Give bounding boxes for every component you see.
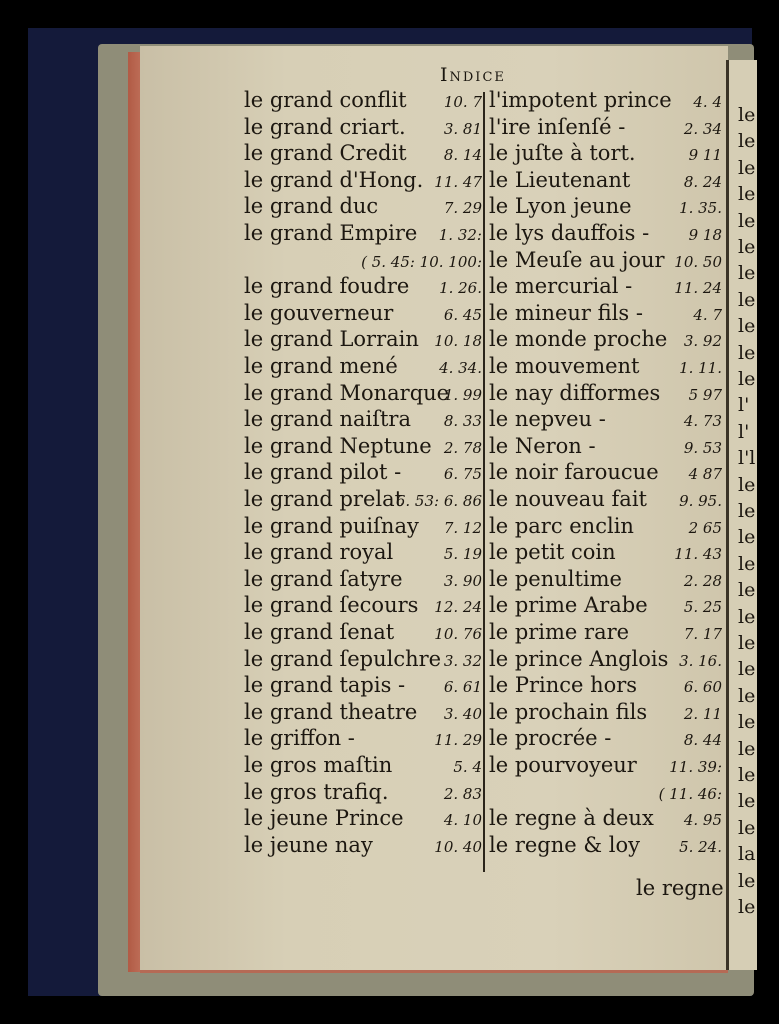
facing-page-fragment: le [738,684,756,707]
index-term: le grand foudre [244,274,410,299]
facing-page-fragment: le [738,183,756,206]
index-term: le gros trafiq. [244,779,389,804]
index-reference: 1. 26. [439,279,482,298]
facing-page-fragment: le [738,764,756,786]
index-reference: 5. 25 [683,598,722,617]
facing-page-fragment: le [738,526,756,549]
index-reference: 4. 7 [693,305,722,324]
index-reference: 4. 34. [439,359,482,377]
index-reference: 3. 81 [443,119,482,138]
index-term: le pourvoyeur [489,753,637,777]
index-reference: 2. 28 [683,571,722,590]
index-reference: 10. 40 [434,837,482,856]
index-term: l'impotent prince [489,88,672,112]
index-term: le lys dauffois - [489,221,650,245]
index-term: le procrée - [489,726,612,751]
index-term: le grand Empire [244,221,418,245]
facing-page-fragment: le [738,816,756,839]
index-reference: 4 87 [688,465,722,484]
index-term: le regne à deux [489,806,654,831]
index-reference: 9. 95. [679,492,722,510]
index-term: le grand theatre [244,699,418,724]
index-term: le regne & loy [489,832,640,857]
index-reference: 10. 7 [443,93,482,111]
index-term: le noir faroucue [489,460,659,485]
index-reference: 7. 29 [443,199,482,218]
facing-page-fragment: le [738,288,756,311]
index-term: le grand puiſnay [244,513,419,538]
facing-page-fragment: le [738,500,756,522]
index-term: le grand Lorrain [244,327,419,352]
facing-page-fragment: la [738,843,756,866]
index-reference: 6. 45 [443,305,482,324]
index-term: le prime Arabe [489,593,648,618]
index-term: le Prince hors [489,673,638,698]
index-term: le jeune Prince [244,806,404,831]
index-term: le grand tapis - [244,673,406,698]
index-reference: 1. 32: [438,226,482,244]
index-reference: 1. 35. [679,199,722,218]
index-reference: 11. 29 [434,731,482,750]
facing-page-fragment: le [738,896,756,918]
index-reference: 1. 11. [679,359,722,377]
facing-page-fragment: l'l [738,447,756,470]
index-term: le mouvement [489,354,640,378]
index-term: le Neron - [489,433,596,458]
index-term: le grand prelat [244,487,404,511]
index-term: le grand naiſtra [244,407,411,432]
index-reference: 1. 99 [443,385,482,404]
facing-page-fragment: le [738,869,756,892]
index-reference: ( 11. 46: [658,784,722,803]
index-term: le grand ſatyre [244,566,403,591]
index-reference: 10. 76 [434,625,482,643]
index-reference: 2. 34 [683,119,722,138]
index-reference: 4. 73 [683,412,722,431]
index-reference: 3. 40 [443,704,482,723]
facing-page-fragment: le [738,156,756,179]
index-term: le Meuſe au jour [489,247,665,272]
index-term: le grand Monarque [244,380,450,405]
facing-page-strip [726,60,757,970]
index-reference: 5 97 [688,385,722,404]
index-reference: 7. 17 [683,625,722,643]
index-term: le grand Neptune [244,433,432,458]
index-reference: 2. 83 [443,784,482,803]
facing-page-fragment: l' [738,420,750,443]
index-reference: 11. 47 [434,172,482,191]
index-term: le grand duc [244,194,379,219]
index-term: le petit coin [489,540,616,565]
column-divider [483,92,485,872]
index-reference: 4. 10 [443,811,482,830]
facing-page-fragment: le [738,473,756,496]
index-term: le prime rare [489,620,630,644]
facing-page-fragment: le [738,711,756,734]
index-term: le gros maſtin [244,753,393,777]
index-reference: 3. 90 [443,571,482,590]
index-reference: 10. 50 [674,252,722,271]
facing-page-fragment: le [738,315,756,338]
index-reference: 3. 16. [679,651,722,670]
index-term: le Lieutenant [489,167,631,192]
index-term: le grand conflit [244,88,407,112]
facing-page-fragment: l' [738,394,750,417]
index-term: le grand royal [244,540,394,565]
index-term: le gouverneur [244,300,394,325]
facing-page-fragment: le [738,737,756,760]
facing-page-fragment: le [738,658,756,681]
index-term: le grand pilot - [244,460,402,485]
catchword: le regne [636,876,724,900]
index-term: le penultime [489,566,622,591]
facing-page-fragment: le [738,236,756,258]
facing-page-fragment: le [738,552,756,575]
index-reference: 3. 92 [683,332,722,351]
index-term: le grand ſecours [244,593,419,618]
index-term: le nay difformes [489,380,661,405]
index-reference: 6. 75 [443,465,482,484]
facing-page-fragment: le [738,579,756,602]
index-reference: 9. 53 [683,438,722,457]
index-reference: 5. 4 [453,758,482,776]
index-term: le nouveau fait [489,487,647,511]
index-term: le Lyon jeune [489,194,632,219]
facing-page-fragment: le [738,262,756,285]
index-reference: 9 18 [688,226,722,244]
index-term: le grand ſenat [244,620,395,644]
index-reference: 6. 61 [443,678,482,697]
index-term: le nepveu - [489,407,606,432]
index-reference: 12. 24 [434,598,482,617]
index-term: le grand d'Hong. [244,167,424,192]
index-term: le grand Credit [244,141,407,166]
index-reference: 8. 14 [443,146,482,165]
index-reference: 11. 43 [674,545,722,564]
index-term: le prince Anglois [489,646,669,671]
index-reference: 8. 44 [683,731,722,750]
facing-page-fragment: le [738,632,756,654]
index-reference: 8. 33 [443,412,482,431]
index-term: le mercurial - [489,274,633,299]
index-reference: 2. 78 [443,438,482,457]
index-term: le griffon - [244,726,355,751]
index-reference: 8. 24 [683,172,722,191]
facing-page-fragment: le [738,104,756,126]
index-reference: 3. 32 [443,651,482,670]
facing-page-fragment: le [738,341,756,364]
index-reference: 6. 53: 6. 86 [395,492,482,510]
index-reference: 11. 24 [674,279,722,298]
index-term: le juſte à tort. [489,141,636,166]
index-term: le jeune nay [244,832,373,857]
index-term: le grand ſepulchre [244,646,442,671]
index-term: le parc enclin [489,513,634,538]
index-term: l'ire inſenſé - [489,114,626,139]
index-term: le mineur fils - [489,300,643,325]
index-reference: 2. 11 [683,704,722,723]
page-header: Indice [440,64,506,86]
index-reference: 2 65 [688,518,722,537]
facing-page-fragment: le [738,368,756,390]
index-term: le grand criart. [244,114,406,139]
index-term: le prochain fils [489,699,648,724]
index-reference: 5. 19 [443,545,482,564]
index-reference: 10. 18 [434,332,482,351]
index-term: le monde proche [489,327,668,352]
facing-page-fragment: le [738,605,756,628]
index-reference: 7. 12 [443,518,482,537]
index-reference: 9 11 [688,146,722,165]
facing-page-fragment: le [738,790,756,813]
facing-page-fragment: le [738,209,756,232]
index-reference: 4. 95 [683,811,722,830]
index-reference: 6. 60 [683,678,722,697]
facing-page-fragment: le [738,130,756,153]
index-reference: ( 5. 45: 10. 100: [361,252,482,271]
index-term: le grand mené [244,354,398,378]
index-reference: 4. 4 [693,93,722,111]
index-reference: 5. 24. [679,837,722,856]
index-reference: 11. 39: [669,758,722,776]
